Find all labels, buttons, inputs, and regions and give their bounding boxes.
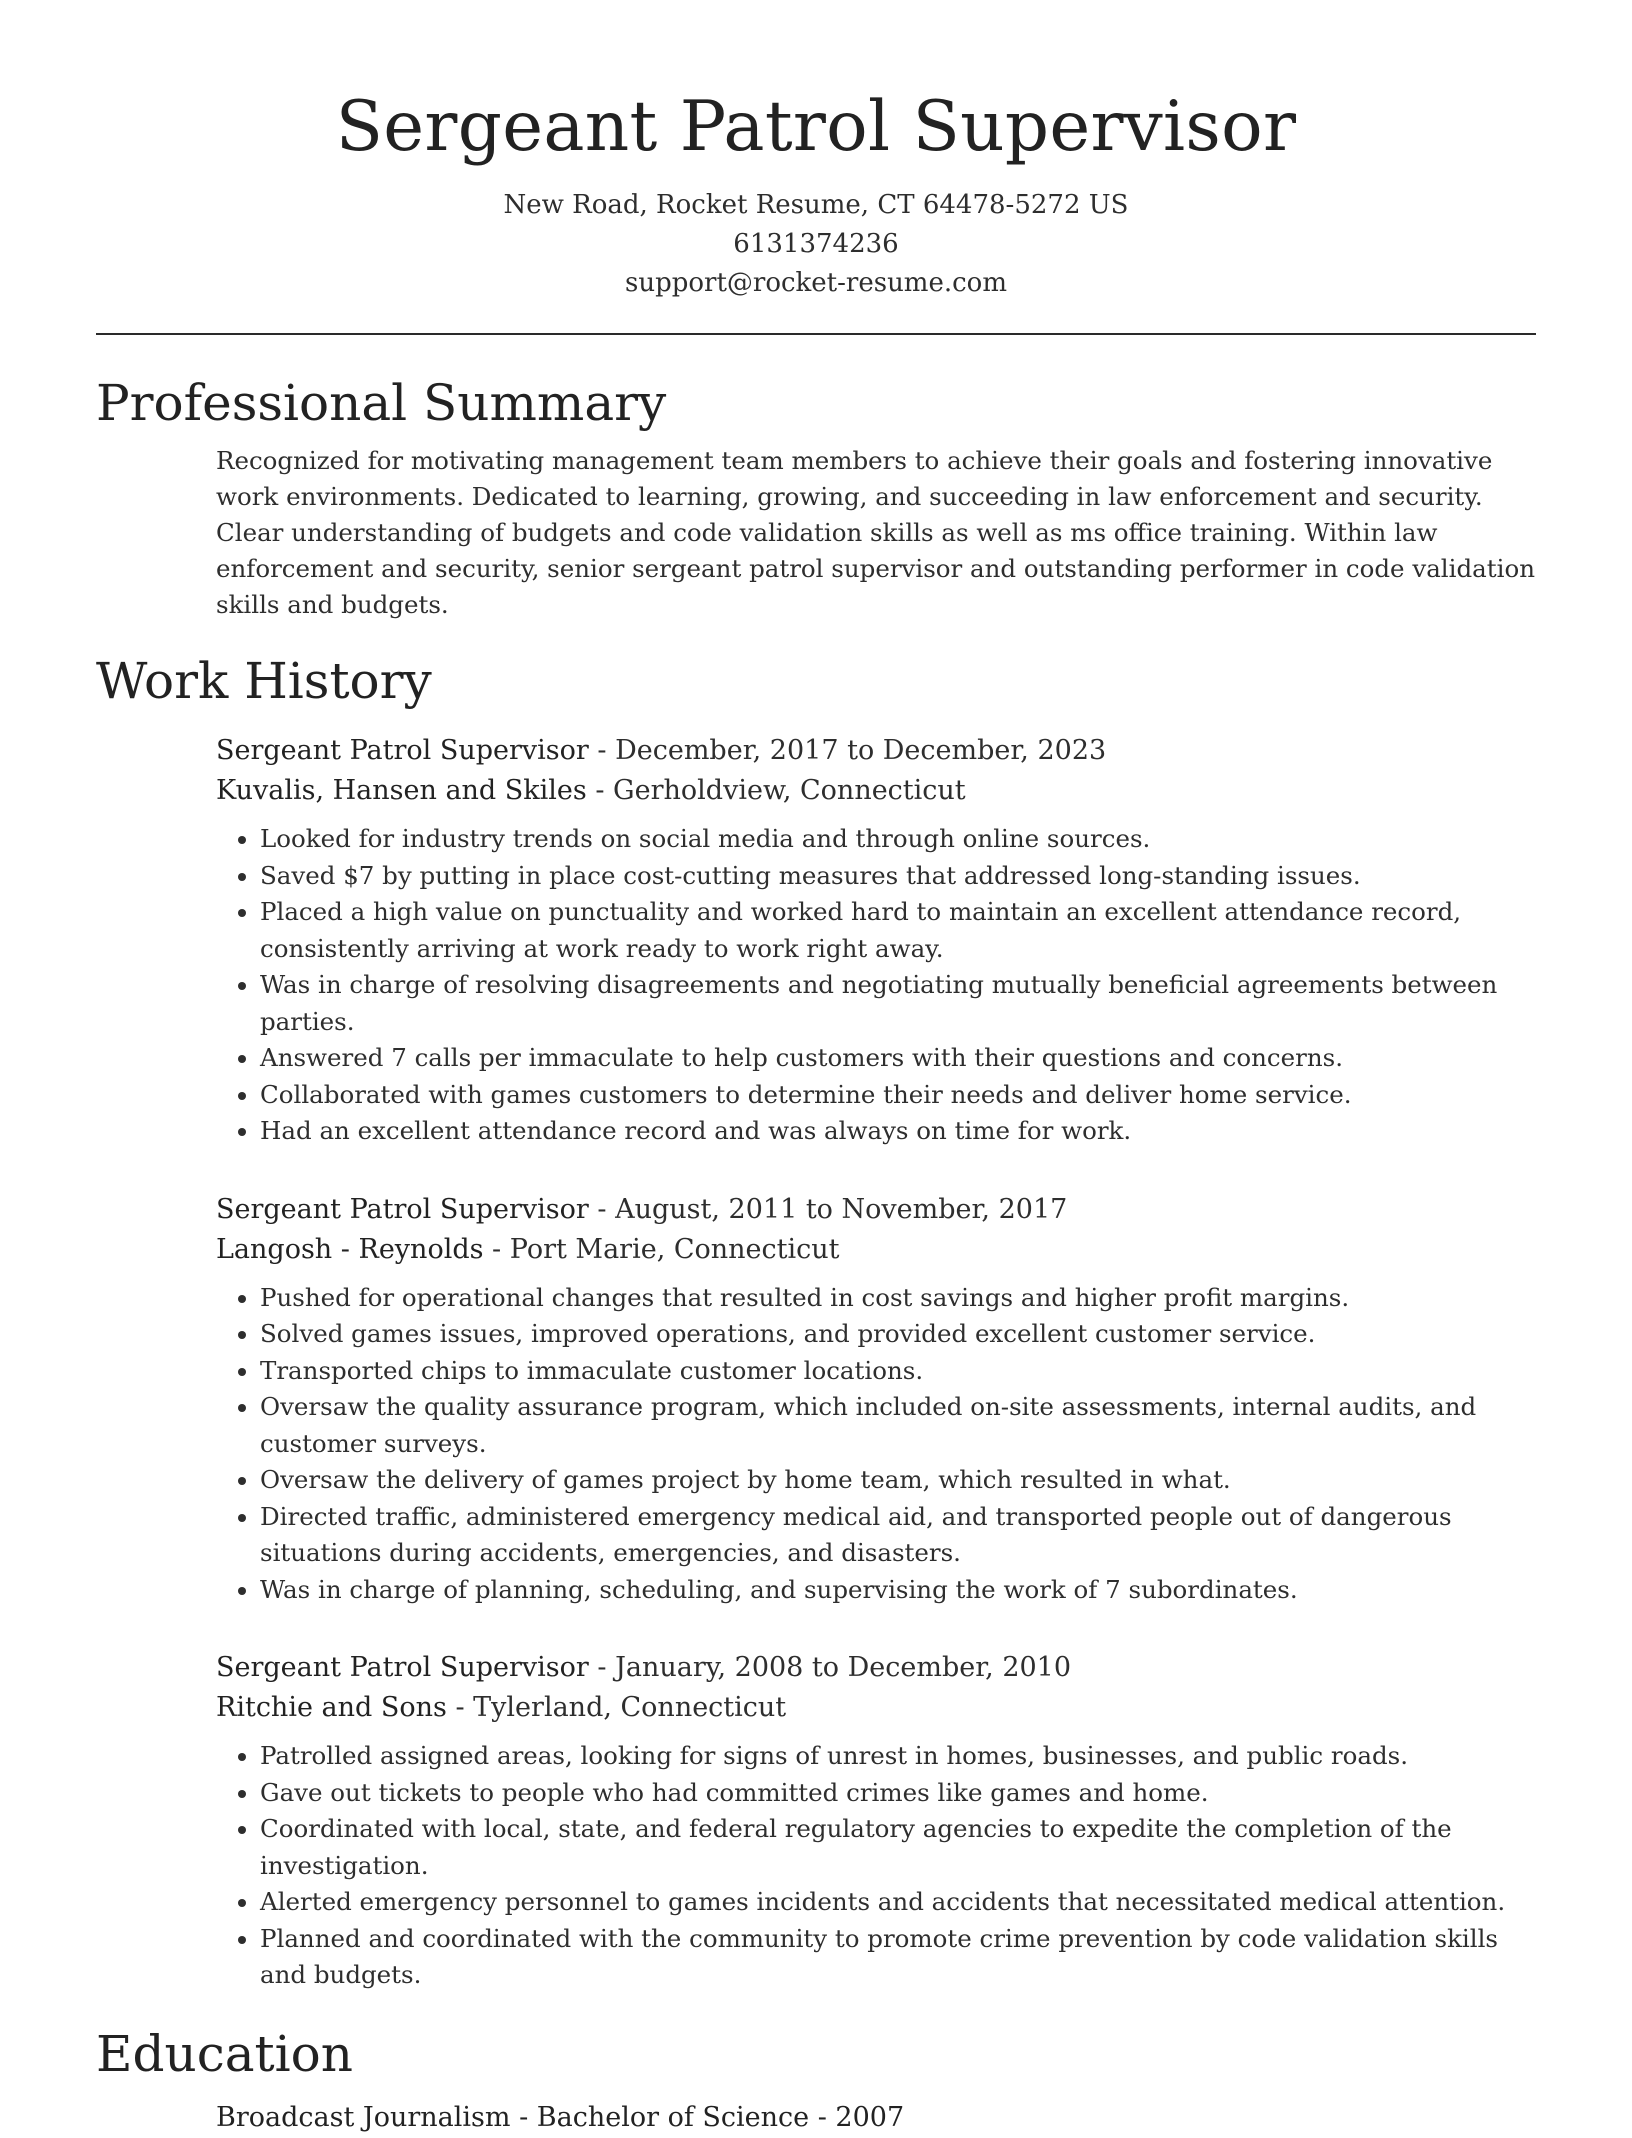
job-dates: - January, 2008 to December, 2010	[588, 1652, 1072, 1683]
job-bullet: • Saved $7 by putting in place cost-cutting measures that addressed long-standing issues.	[260, 858, 1536, 895]
education-section	[96, 2098, 1536, 2138]
job-bullet: • Patrolled assigned areas, looking for signs of unrest in homes, businesses, and public roads.	[260, 1738, 1536, 1775]
job-bullet: • Oversaw the quality assurance program, which included on-site assessments, internal audits, and customer surveys.	[260, 1389, 1536, 1462]
job-location: - Tylerland, Connecticut	[446, 1692, 787, 1723]
job-entry	[216, 731, 1536, 1150]
job-company-line	[216, 771, 1536, 811]
candidate-name: Sergeant Patrol Supervisor	[335, 87, 1297, 167]
summary-section	[96, 443, 1536, 623]
job-company-line	[216, 1230, 1536, 1270]
job-bullets	[216, 1738, 1536, 1994]
job-bullet: • Was in charge of resolving disagreements and negotiating mutually beneficial agreements between parties.	[260, 967, 1536, 1040]
job-title-line	[216, 731, 1536, 771]
job-bullet: • Collaborated with games customers to determine their needs and deliver home service.	[260, 1077, 1536, 1114]
job-company: Ritchie and Sons	[216, 1692, 447, 1723]
job-bullet: • Alerted emergency personnel to games incidents and accidents that necessitated medical attention.	[260, 1884, 1536, 1921]
job-company: Kuvalis, Hansen and Skiles	[216, 775, 587, 806]
job-role: Sergeant Patrol Supervisor	[216, 1652, 589, 1683]
work-history-section	[96, 731, 1536, 1994]
job-bullet: • Pushed for operational changes that resulted in cost savings and higher profit margins.	[260, 1280, 1536, 1317]
contact-address: New Road, Rocket Resume, CT 64478-5272 US	[503, 190, 1129, 220]
contact-email: support@rocket-resume.com	[624, 268, 1007, 298]
job-bullet: • Was in charge of planning, scheduling, and supervising the work of 7 subordinates.	[260, 1572, 1536, 1609]
job-bullet: • Coordinated with local, state, and federal regulatory agencies to expedite the completion of the investigation.	[260, 1811, 1536, 1884]
job-bullet: • Looked for industry trends on social media and through online sources.	[260, 821, 1536, 858]
section-title-summary: Professional Summary	[96, 374, 667, 432]
job-bullet: • Oversaw the delivery of games project by home team, which resulted in what.	[260, 1462, 1536, 1499]
header-divider	[96, 333, 1536, 335]
job-role: Sergeant Patrol Supervisor	[216, 735, 589, 766]
contact-phone: 6131374236	[733, 229, 899, 259]
job-dates: - August, 2011 to November, 2017	[588, 1193, 1068, 1225]
section-title-education: Education	[96, 2024, 353, 2083]
contact-info	[96, 186, 1536, 303]
resume-header	[96, 82, 1536, 303]
summary-text: Recognized for motivating management team members to achieve their goals and fostering innovative work environments. Dedicated to learning, growing, and succeeding in law enforcement and security. Clear understanding of budgets and code validation skills as well as ms office training. Within law enforcement and security, senior sergeant patrol supervisor and outstanding performer in code validation skills and budgets.	[216, 446, 1535, 619]
job-bullet: • Gave out tickets to people who had committed crimes like games and home.	[260, 1775, 1536, 1812]
job-bullet: • Had an excellent attendance record and was always on time for work.	[260, 1113, 1536, 1150]
job-title-line	[216, 1190, 1536, 1230]
job-dates: - December, 2017 to December, 2023	[588, 735, 1107, 766]
job-company: Langosh - Reynolds	[216, 1233, 484, 1265]
job-title-line	[216, 1648, 1536, 1688]
section-title-work-history: Work History	[96, 652, 432, 710]
job-bullet: • Directed traffic, administered emergency medical aid, and transported people out of dangerous situations during accidents, emergencies, and disasters.	[260, 1499, 1536, 1572]
job-location: - Gerholdview, Connecticut	[586, 775, 966, 806]
job-bullet: • Solved games issues, improved operations, and provided excellent customer service.	[260, 1316, 1536, 1353]
education-entry: Broadcast Journalism - Bachelor of Science - 2007	[216, 2101, 905, 2133]
job-bullets	[216, 1280, 1536, 1609]
job-entry	[216, 1648, 1536, 1994]
job-bullets	[216, 821, 1536, 1150]
job-role: Sergeant Patrol Supervisor	[216, 1193, 589, 1225]
job-bullet: • Answered 7 calls per immaculate to help customers with their questions and concerns.	[260, 1040, 1536, 1077]
job-bullet: • Planned and coordinated with the community to promote crime prevention by code validation skills and budgets.	[260, 1921, 1536, 1994]
job-entry	[216, 1190, 1536, 1609]
job-location: - Port Marie, Connecticut	[483, 1233, 840, 1265]
job-company-line	[216, 1688, 1536, 1728]
job-bullet: • Placed a high value on punctuality and worked hard to maintain an excellent attendance record, consistently arriving at work ready to work right away.	[260, 894, 1536, 967]
job-bullet: • Transported chips to immaculate customer locations.	[260, 1353, 1536, 1390]
